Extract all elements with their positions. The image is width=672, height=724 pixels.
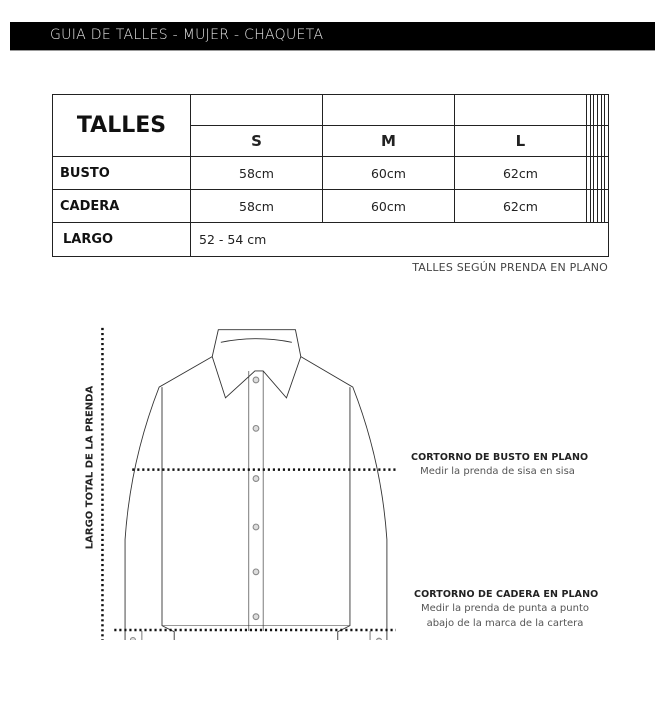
largo-value: 52 - 54 cm xyxy=(191,223,609,257)
row-label: BUSTO xyxy=(53,157,191,190)
bust-title: CORTORNO DE BUSTO EN PLANO xyxy=(411,452,589,463)
size-m: M xyxy=(322,126,454,157)
table-title: TALLES xyxy=(53,95,191,157)
cell: 58cm xyxy=(191,190,323,223)
size-s: S xyxy=(191,126,323,157)
table-row xyxy=(53,157,609,190)
size-table xyxy=(52,94,609,257)
table-note: TALLES SEGÚN PRENDA EN PLANO xyxy=(412,261,608,274)
cell: 58cm xyxy=(191,157,323,190)
table-row xyxy=(53,223,609,257)
row-label: CADERA xyxy=(53,190,191,223)
hip-title: CORTORNO DE CADERA EN PLANO xyxy=(414,589,599,600)
hip-desc-2: abajo de la marca de la cartera xyxy=(426,618,584,629)
bust-desc: Medir la prenda de sisa en sisa xyxy=(420,466,575,477)
size-l: L xyxy=(454,126,586,157)
cell: 62cm xyxy=(454,157,586,190)
hip-desc-1: Medir la prenda de punta a punto xyxy=(421,603,589,614)
cell: 60cm xyxy=(322,190,454,223)
cell: 62cm xyxy=(454,190,586,223)
row-label: LARGO xyxy=(53,223,191,257)
table-row xyxy=(53,190,609,223)
length-label: LARGO TOTAL DE LA PRENDA xyxy=(84,385,96,550)
header-bar xyxy=(10,22,655,51)
cell: 60cm xyxy=(322,157,454,190)
page-title: GUIA DE TALLES - MUJER - CHAQUETA xyxy=(50,27,324,43)
